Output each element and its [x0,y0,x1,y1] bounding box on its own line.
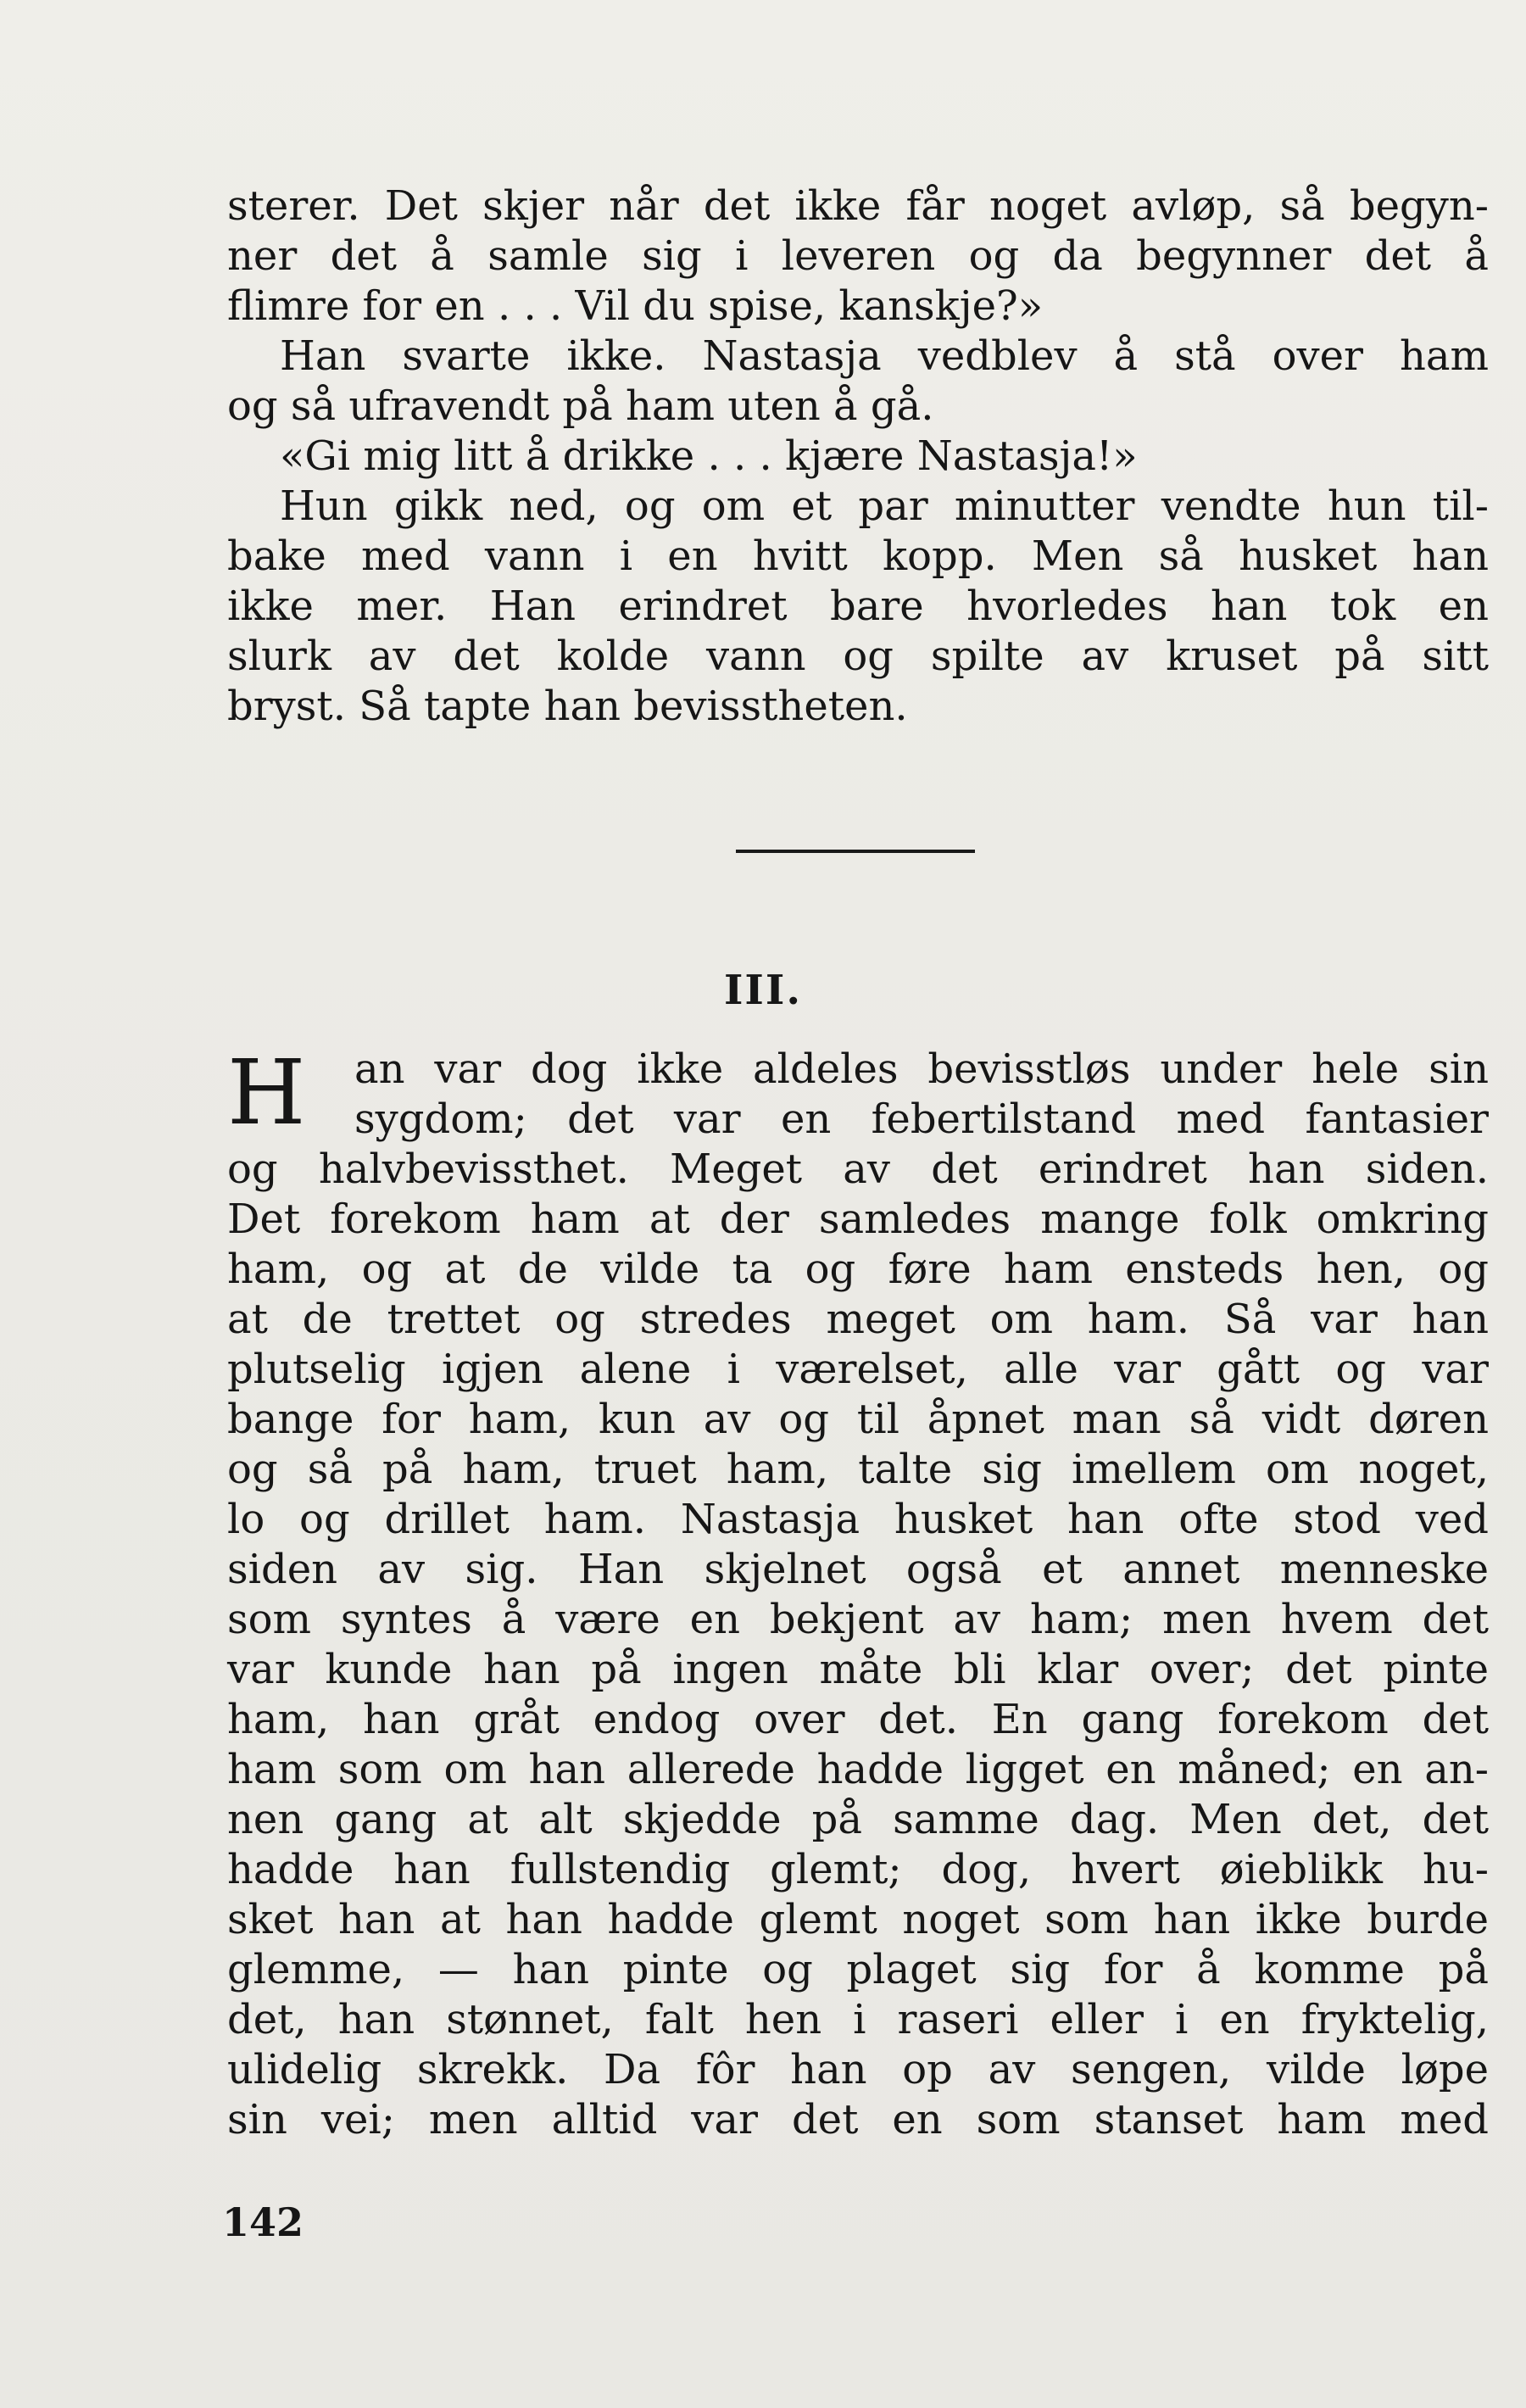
text-line: hadde han fullstendig glemt; dog, hvert øieblikk hu- [227,1846,1489,1893]
text-line: glemme, — han pinte og plaget sig for å komme på [227,1946,1489,1993]
text-line: sterer. Det skjer når det ikke får noget avløp, så begyn- [227,182,1489,230]
text-line: og halvbevissthet. Meget av det erindret han siden. [227,1145,1489,1193]
text-line: sygdom; det var en febertilstand med fantasier [354,1095,1489,1143]
text-block-top [227,181,1489,732]
text-line: ham, han gråt endog over det. En gang forekom det [227,1696,1489,1743]
text-line: bryst. Så tapte han bevisstheten. [227,683,908,730]
text-line: ikke mer. Han erindret bare hvorledes han tok en [227,582,1489,630]
text-block-chapter [227,1040,1489,2145]
page-number: 142 [222,2199,304,2245]
text-line: flimre for en . . . Vil du spise, kanskje?» [227,282,1044,330]
section-divider [736,850,975,853]
text-line: sket han at han hadde glemt noget som han ikke burde [227,1896,1489,1943]
text-line: bange for ham, kun av og til åpnet man så vidt døren [227,1396,1489,1443]
text-line: «Gi mig litt å drikke . . . kjære Nastasja!» [280,432,1138,480]
text-line: bake med vann i en hvitt kopp. Men så husket han [227,532,1489,580]
text-line: plutselig igjen alene i værelset, alle var gått og var [227,1346,1489,1393]
text-line: ham, og at de vilde ta og føre ham ensteds hen, og [227,1246,1489,1293]
text-line: ulidelig skrekk. Da fôr han op av sengen, vilde løpe [227,2046,1489,2093]
text-line: siden av sig. Han skjelnet også et annet menneske [227,1546,1489,1593]
text-line: at de trettet og stredes meget om ham. Så var han [227,1296,1489,1343]
text-line: slurk av det kolde vann og spilte av kruset på sitt [227,633,1489,680]
text-line: lo og drillet ham. Nastasja husket han ofte stod ved [227,1496,1489,1543]
text-line: det, han stønnet, falt hen i raseri eller i en fryktelig, [227,1996,1489,2043]
text-line: ham som om han allerede hadde ligget en måned; en an- [227,1746,1489,1793]
text-line: og så ufravendt på ham uten å gå. [227,382,934,430]
text-line: Han svarte ikke. Nastasja vedblev å stå over ham [280,332,1489,380]
text-line: nen gang at alt skjedde på samme dag. Men det, det [227,1796,1489,1843]
text-line: var kunde han på ingen måte bli klar over; det pinte [227,1646,1489,1693]
text-line: og så på ham, truet ham, talte sig imellem om noget, [227,1446,1489,1493]
text-line: sin vei; men alltid var det en som stanset ham med [227,2096,1489,2143]
text-line: Det forekom ham at der samledes mange folk omkring [227,1196,1489,1243]
drop-cap-letter: H [227,1040,306,1145]
text-line: Hun gikk ned, og om et par minutter vendte hun til- [280,482,1489,530]
drop-cap-paragraph-start [227,1040,1489,1145]
text-line: an var dog ikke aldeles bevisstløs under hele sin [354,1045,1489,1093]
chapter-heading: III. [723,967,803,1014]
text-line: ner det å samle sig i leveren og da begynner det å [227,232,1489,280]
text-line: som syntes å være en bekjent av ham; men hvem det [227,1596,1489,1643]
